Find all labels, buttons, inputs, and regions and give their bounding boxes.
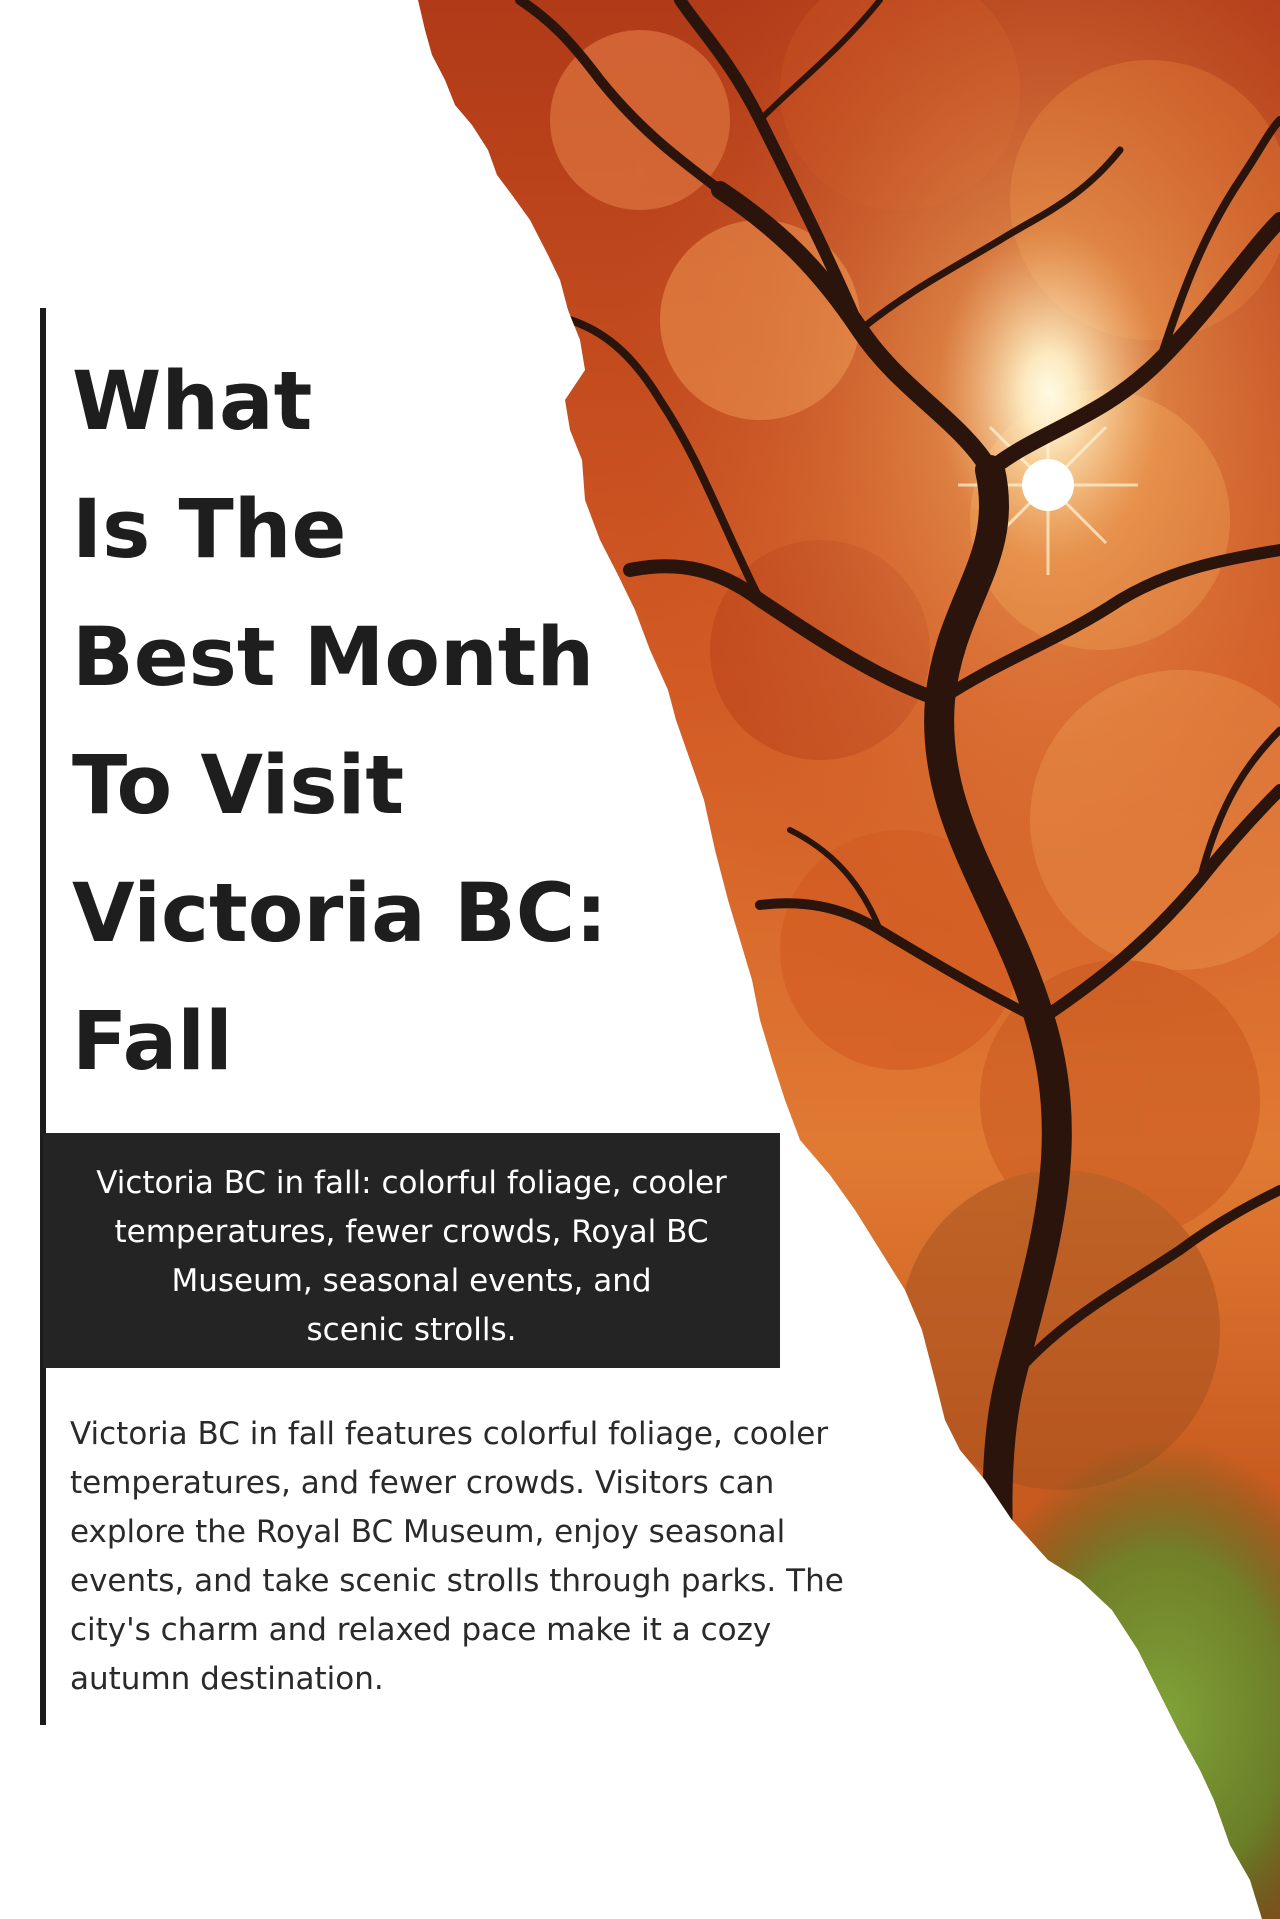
- title-line: What: [72, 355, 313, 449]
- page-title: [72, 338, 712, 1106]
- summary-line: Museum, seasonal events, and: [171, 1263, 652, 1299]
- summary-box: [43, 1133, 780, 1368]
- body-paragraph: [70, 1410, 970, 1704]
- summary-line: scenic strolls.: [306, 1312, 517, 1348]
- title-line: Fall: [72, 995, 233, 1089]
- body-line: explore the Royal BC Museum, enjoy seasonal: [70, 1514, 786, 1550]
- summary-line: Victoria BC in fall: colorful foliage, cooler: [96, 1165, 727, 1201]
- accent-line: [40, 308, 46, 1725]
- body-line: city's charm and relaxed pace make it a cozy: [70, 1612, 772, 1648]
- title-line: Is The: [72, 483, 347, 577]
- body-line: autumn destination.: [70, 1661, 384, 1697]
- title-line: Best Month: [72, 611, 595, 705]
- body-line: Victoria BC in fall features colorful foliage, cooler: [70, 1416, 829, 1452]
- title-line: To Visit: [72, 739, 405, 833]
- title-line: Victoria BC:: [72, 867, 608, 961]
- body-line: temperatures, and fewer crowds. Visitors can: [70, 1465, 775, 1501]
- body-line: events, and take scenic strolls through parks. The: [70, 1563, 844, 1599]
- summary-line: temperatures, fewer crowds, Royal BC: [114, 1214, 709, 1250]
